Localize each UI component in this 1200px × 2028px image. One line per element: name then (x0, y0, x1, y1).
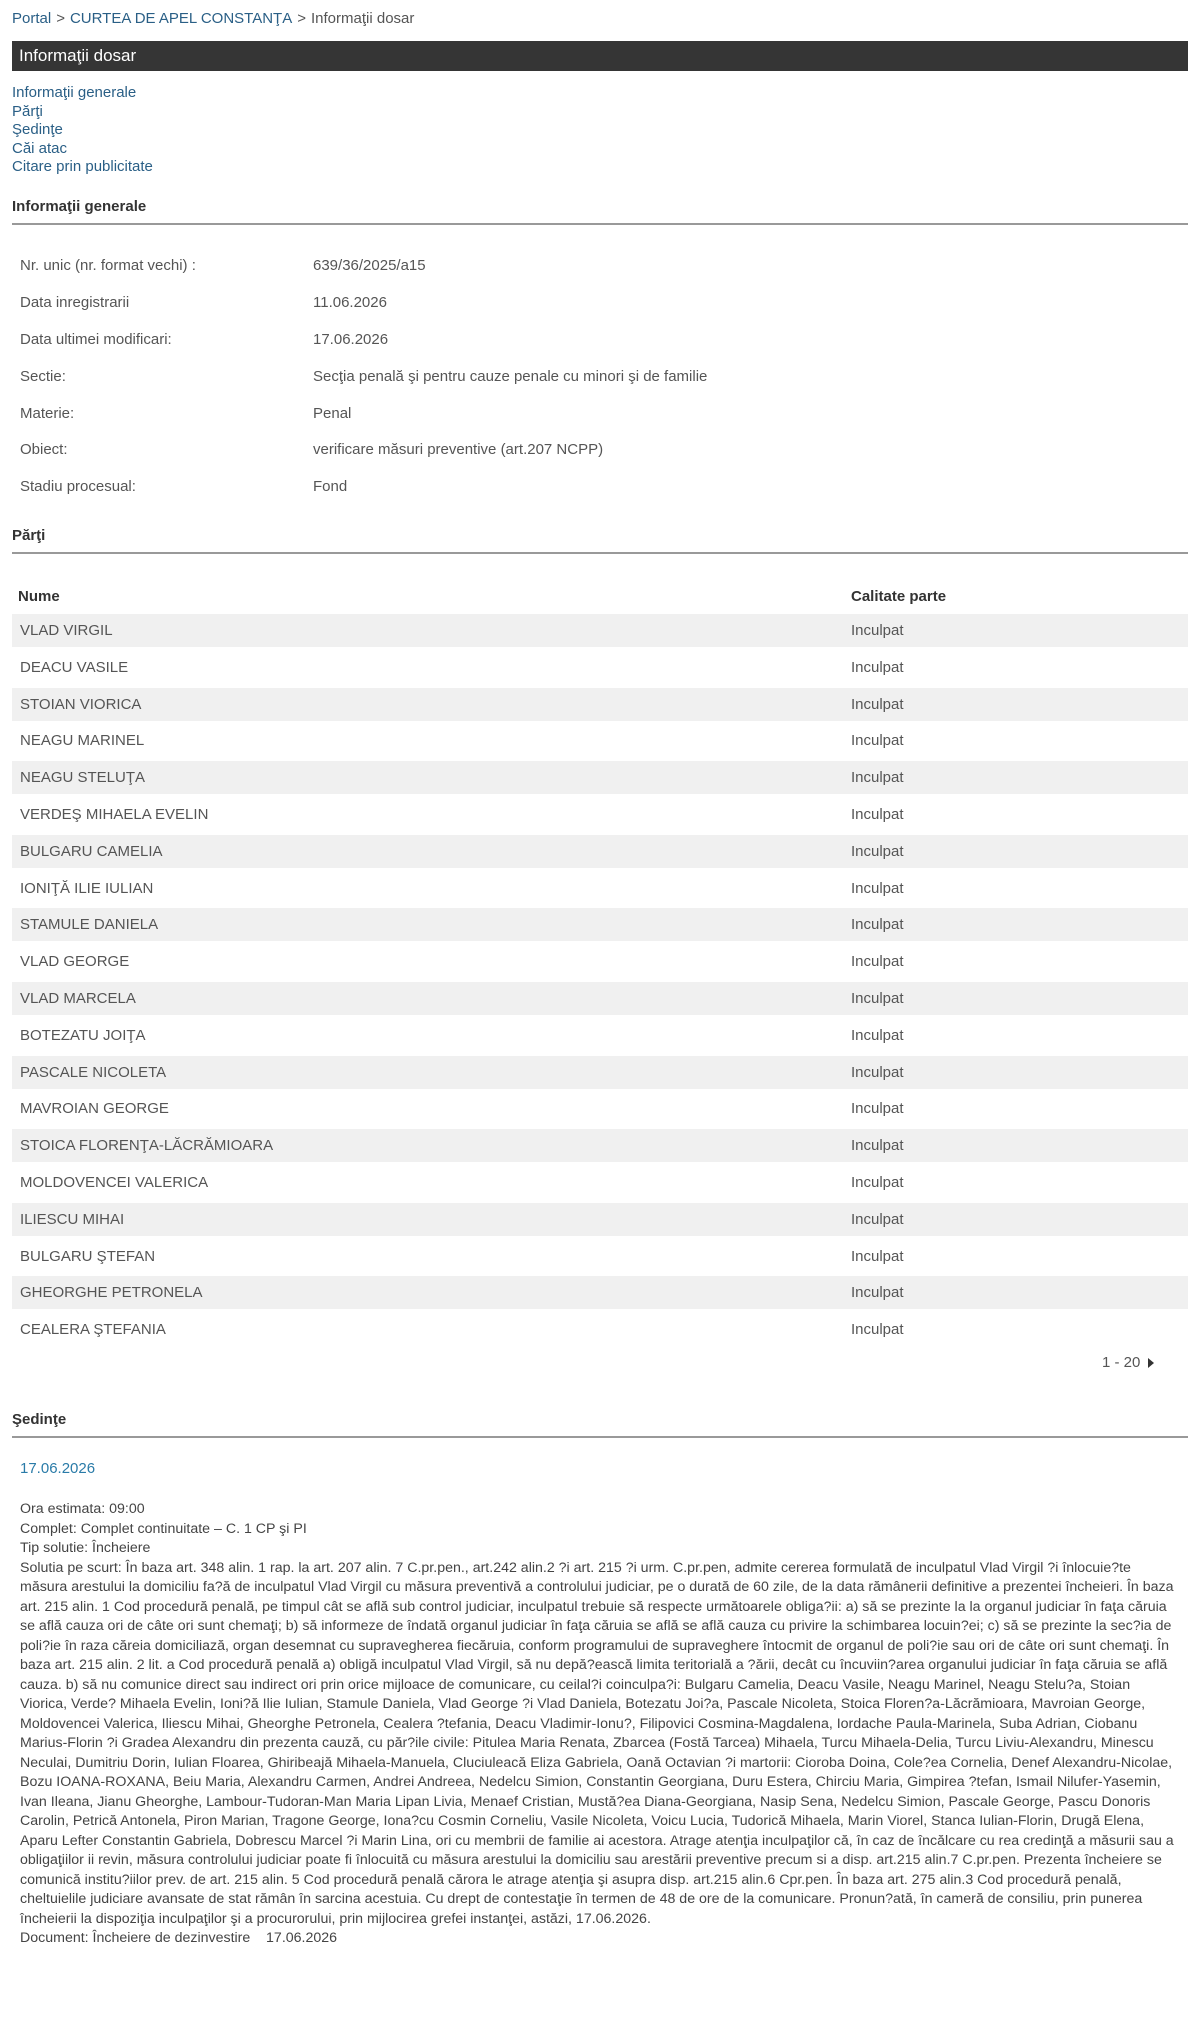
party-role: Inculpat (851, 1247, 904, 1265)
party-role: Inculpat (851, 1026, 904, 1044)
session-panel: Complet: Complet continuitate – C. 1 CP şi PI (20, 1520, 307, 1537)
party-role: Inculpat (851, 842, 904, 860)
toc-link-sedinte[interactable]: Şedinţe (12, 121, 63, 138)
party-role: Inculpat (851, 732, 904, 750)
table-row (12, 688, 1188, 721)
party-name: BOTEZATU JOIŢA (20, 1026, 146, 1044)
info-value: Fond (313, 478, 348, 495)
info-value: 11.06.2026 (313, 294, 387, 311)
party-name: STAMULE DANIELA (20, 916, 159, 934)
party-role: Inculpat (851, 990, 904, 1007)
party-name: STOIAN VIORICA (20, 695, 142, 713)
table-row (12, 1056, 1188, 1089)
info-label: Data inregistrarii (20, 294, 130, 311)
party-name: VLAD VIRGIL (20, 622, 113, 639)
party-role: Inculpat (851, 622, 904, 639)
table-row (12, 835, 1188, 868)
party-role: Inculpat (851, 1210, 904, 1228)
info-value: 17.06.2026 (313, 331, 389, 348)
party-role: Inculpat (851, 1321, 904, 1339)
party-name: NEAGU STELUŢA (20, 769, 146, 787)
party-name: VLAD MARCELA (20, 990, 136, 1007)
table-row (12, 651, 1188, 684)
party-name: CEALERA ŞTEFANIA (20, 1321, 166, 1339)
party-role: Inculpat (851, 879, 904, 897)
table-row (12, 614, 1188, 647)
session-date: 17.06.2026 (20, 1460, 96, 1477)
table-row (12, 945, 1188, 978)
session-solution-summary: Solutia pe scurt: În baza art. 348 alin. 1 rap. la art. 207 alin. 7 C.pr.pen., art.242 alin.2 ?i art. 215 ?i urm. C.pr.pen, admite cererea formulată de inculpatul Vlad Virgil ?i înlocuie?te măsura arestului la domiciliu fa?ă de inculpatul Vlad Virgil cu măsura preventivă a controlului judiciar, pe o durată de 60 zile, de la data rămânerii definitive a prezentei încheieri. În baza art. 215 alin. 1 Cod procedură penală, pe timpul cât se află sub control judiciar, inculpatul trebuie să respecte următoarele obliga?ii: a) să se prezinte la la organul judiciar în faţa căruia se află cauza ori de câte ori sunt chemaţi; b) să informeze de îndată organul judiciar în faţa căruia se află se află cauza cu privire la schimbarea locuin?ei; c) să se prezinte la sec?ia de poli?ie în raza căreia domiciliază, organ desemnat cu supravegherea fiecăruia, conform programului de supraveghere întocmit de organul de poli?ie sau ori de câte ori sunt chemaţi. În baza art. 215 alin. 2 lit. a Cod procedură penală a) obligă inculpatul Vlad Virgil, să nu depă?ească limita teritorială a ?ării, decât cu încuviin?area organului judiciar în faţa căruia se află cauza. b) să nu comunice direct sau indirect ori prin orice mijloace de comunicare, cu ceilal?i coinculpa?i: Bulgaru Camelia, Deacu Vasile, Neagu Marinel, Neagu Stelu?a, Stoian Viorica, Verde? Mihaela Evelin, Ioni?ă Ilie Iulian, Stamule Daniela, Vlad George ?i Vlad Daniela, Botezatu Joi?a, Pascale Nicoleta, Stoica Floren?a-Lăcrămioara, Mavroian George, Moldovencei Valerica, Iliescu Mihai, Gheorghe Petronela, Cealera ?tefania, Deacu Vladimir-Ionu?, Filipovici Cosmina-Magdalena, Iordache Paula-Marinela, Suba Adrian, Ciobanu Marius-Florin ?i Gradea Alexandru din prezenta cauză, cu păr?ile civile: Pitulea Maria Renata, Zbarcea (Fostă Tarcea) Mihaela, Turcu Mihaela-Delia, Turcu Liviu-Alexandru, Minescu Neculai, Dumitriu Dorin, Iulian Floarea, Ghiribeajă Mihaela-Manuela, Cluciuleacă Eliza Gabriela, Oană Octavian ?i martorii: Cioroba Doina, Cole?ea Cornelia, Denef Alexandru-Nicolae, Bozu IOANA-ROXANA, Beiu Maria, Alexandru Carmen, Andrei Andreea, Nedelcu Simion, Constantin Georgiana, Duru Estera, Chirciu Maria, Gimpirea ?tefan, Ismail Nilufer-Yasemin, Ivan Ileana, Jianu Gheorghe, Lambour-Tudoran-Man Maria Lipan Livia, Menaef Cristian, Mustă?ea Diana-Georgiana, Nasip Sena, Nedelcu Simion, Pascale George, Pascu Donoris Carolin, Petrică Antonela, Piron Marian, Tragone George, Iona?cu Cosmin Corneliu, Vasile Nicoleta, Voicu Lucia, Tudorică Mihaela, Marin Viorel, Stanca Iulian-Florin, Drugă Elena, Aparu Lefter Constantin Gabriela, Dobrescu Marcel ?i Marin Lina, ori cu membrii de familie ai acestora. Atrage atenţia inculpaţilor că, în caz de încălcare cu rea credinţă a măsurii sau a obligaţiilor ii revin, măsura controlului judiciar poate fi înlocuită cu măsura arestului la domiciliu sau arestării preventive precum si a disp. art.215 alin.7 C.pr.pen. Prezenta încheiere se comunică institu?iilor prev. de art. 215 alin. 5 Cod procedură penală cărora le atrage atenţia şi asupra disp. art.215 alin.6 Cpr.pen. În baza art. 275 alin.3 Cod procedură penală, cheltuielile judiciare avansate de stat rămân în sarcina acestuia. Cu drept de contestaţie în termen de 48 de ore de la comunicare. Pronun?ată, în cameră de consiliu, prin punerea încheierii la dispoziţia inculpaţilor şi a procurorului, prin mijlocirea grefei instanţei, astăzi, 17.06.2026. (20, 1559, 1174, 1927)
section-heading-parti: Părţi (12, 527, 1188, 554)
table-row (12, 1240, 1188, 1273)
info-label: Materie: (20, 405, 75, 422)
table-row (12, 982, 1188, 1015)
breadcrumb-court[interactable]: CURTEA DE APEL CONSTANŢA (69, 10, 293, 27)
pagination-range: 1 - 20 (1102, 1354, 1141, 1371)
party-name: PASCALE NICOLETA (20, 1063, 167, 1081)
party-role: Inculpat (851, 916, 904, 934)
party-name: NEAGU MARINEL (20, 732, 145, 750)
breadcrumb-sep: > (297, 10, 306, 27)
next-page-icon[interactable] (1148, 1358, 1154, 1368)
table-row (12, 1019, 1188, 1052)
section-heading-general: Informaţii generale (12, 198, 1188, 225)
party-role: Inculpat (851, 658, 904, 676)
table-row (12, 1092, 1188, 1125)
info-label: Data ultimei modificari: (20, 331, 172, 348)
party-name: VLAD GEORGE (20, 953, 130, 971)
party-name: BULGARU CAMELIA (20, 842, 163, 860)
party-role: Inculpat (851, 769, 904, 787)
table-row (12, 798, 1188, 831)
party-name: GHEORGHE PETRONELA (20, 1284, 203, 1302)
party-role: Inculpat (851, 1137, 904, 1155)
info-label: Sectie: (20, 368, 66, 385)
table-row (12, 1129, 1188, 1162)
column-header-role: Calitate parte (851, 588, 947, 605)
party-name: BULGARU ŞTEFAN (20, 1247, 156, 1265)
table-row (12, 1203, 1188, 1236)
toc-link-informatii-generale[interactable]: Informaţii generale (12, 84, 137, 101)
party-role: Inculpat (851, 1174, 904, 1191)
table-of-contents (12, 84, 153, 177)
table-row (12, 1276, 1188, 1309)
session-time: Ora estimata: 09:00 (20, 1501, 145, 1517)
party-name: IONIŢĂ ILIE IULIAN (20, 879, 154, 897)
pagination (1102, 1354, 1154, 1371)
info-label: Nr. unic (nr. format vechi) : (20, 257, 196, 274)
party-name: STOICA FLORENŢA-LĂCRĂMIOARA (20, 1137, 274, 1155)
toc-link-cai-atac[interactable]: Căi atac (12, 139, 68, 157)
table-row (12, 761, 1188, 794)
party-name: DEACU VASILE (20, 658, 129, 676)
breadcrumb (12, 10, 414, 27)
table-row (12, 1166, 1188, 1199)
info-label: Obiect: (20, 441, 68, 458)
column-header-name: Nume (18, 588, 60, 605)
breadcrumb-current: Informaţii dosar (311, 10, 415, 27)
party-name: ILIESCU MIHAI (20, 1210, 125, 1228)
party-role: Inculpat (851, 1063, 904, 1081)
party-role: Inculpat (851, 953, 904, 971)
toc-link-citare[interactable]: Citare prin publicitate (12, 158, 153, 175)
session-solution-type: Tip solutie: Încheiere (20, 1540, 151, 1556)
party-role: Inculpat (851, 1284, 904, 1302)
table-row (12, 872, 1188, 905)
breadcrumb-sep: > (56, 10, 65, 27)
party-role: Inculpat (851, 1100, 904, 1118)
breadcrumb-portal[interactable]: Portal (12, 10, 52, 27)
party-name: MOLDOVENCEI VALERICA (20, 1174, 209, 1191)
party-role: Inculpat (851, 806, 904, 823)
info-value: verificare măsuri preventive (art.207 NCPP) (313, 441, 604, 458)
info-value: Secţia penală şi pentru cauze penale cu minori şi de familie (313, 368, 708, 385)
info-value: 639/36/2025/a15 (313, 257, 426, 274)
party-name: MAVROIAN GEORGE (20, 1100, 169, 1118)
info-label: Stadiu procesual: (20, 478, 136, 495)
party-name: VERDEŞ MIHAELA EVELIN (20, 806, 209, 823)
session-document: Document: Încheiere de dezinvestire 17.06.2026 (20, 1930, 338, 1946)
page-title: Informaţii dosar (12, 41, 1188, 71)
table-row (12, 908, 1188, 941)
info-value: Penal (313, 405, 352, 422)
party-role: Inculpat (851, 695, 904, 713)
section-heading-sedinte: Şedinţe (12, 1411, 1188, 1438)
toc-link-parti[interactable]: Părţi (12, 102, 43, 120)
table-row (12, 724, 1188, 757)
table-row (12, 1313, 1188, 1346)
session-details (20, 1500, 1180, 1949)
